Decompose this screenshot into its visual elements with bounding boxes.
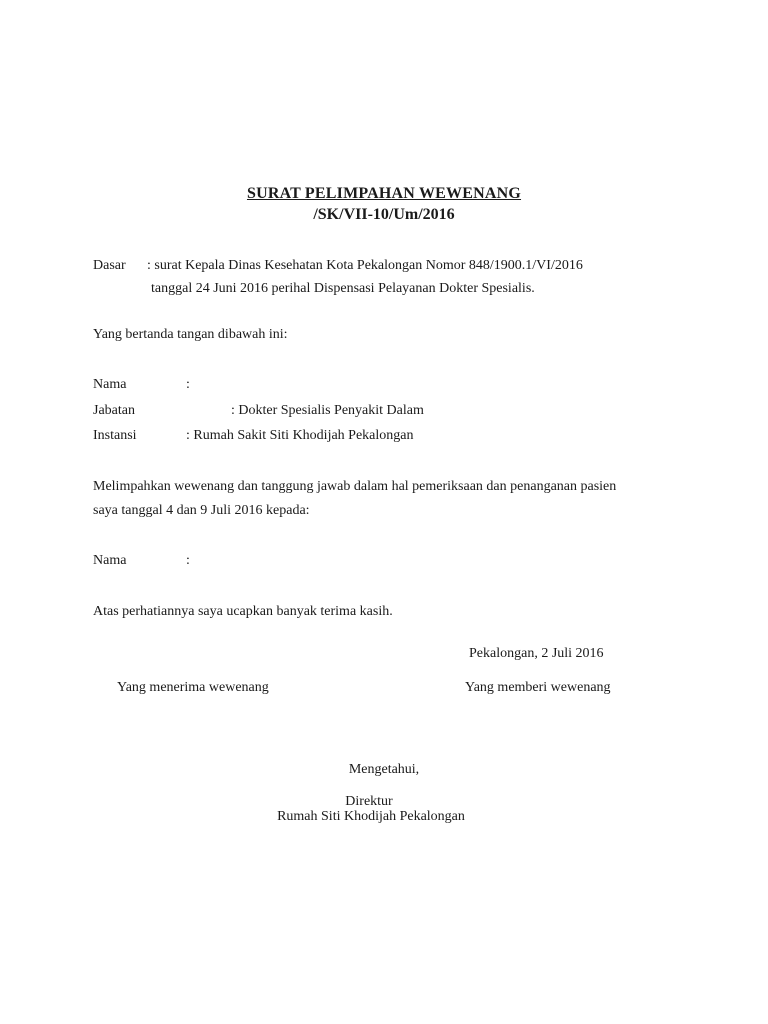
giver-jabatan-value: : Dokter Spesialis Penyakit Dalam xyxy=(231,403,424,418)
intro-text: Yang bertanda tangan dibawah ini: xyxy=(93,327,288,342)
receiver-nama-label: Nama xyxy=(93,553,127,568)
letter-title: SURAT PELIMPAHAN WEWENANG xyxy=(246,185,522,202)
giver-nama-value: : xyxy=(186,377,190,392)
closing-text: Atas perhatiannya saya ucapkan banyak terima kasih. xyxy=(93,604,393,619)
giver-signature-label: Yang memberi wewenang xyxy=(465,680,611,695)
dasar-line-2: tanggal 24 Juni 2016 perihal Dispensasi Pelayanan Dokter Spesialis. xyxy=(151,281,535,296)
acknowledged-label: Mengetahui, xyxy=(348,762,420,777)
giver-instansi-label: Instansi xyxy=(93,428,137,443)
giver-nama-label: Nama xyxy=(93,377,127,392)
delegation-line-2: saya tanggal 4 dan 9 Juli 2016 kepada: xyxy=(93,503,310,518)
place-date: Pekalongan, 2 Juli 2016 xyxy=(469,646,604,661)
director-title: Direktur xyxy=(345,794,393,809)
dasar-line-1: : surat Kepala Dinas Kesehatan Kota Pekalongan Nomor 848/1900.1/VI/2016 xyxy=(147,258,583,273)
receiver-signature-label: Yang menerima wewenang xyxy=(117,680,269,695)
letter-number: /SK/VII-10/Um/2016 xyxy=(313,206,455,223)
giver-instansi-value: : Rumah Sakit Siti Khodijah Pekalongan xyxy=(186,428,414,443)
giver-jabatan-label: Jabatan xyxy=(93,403,135,418)
delegation-line-1: Melimpahkan wewenang dan tanggung jawab dalam hal pemeriksaan dan penanganan pasien xyxy=(93,479,617,494)
institution-name: Rumah Siti Khodijah Pekalongan xyxy=(277,809,465,824)
dasar-label: Dasar xyxy=(93,258,126,273)
receiver-nama-value: : xyxy=(186,553,190,568)
